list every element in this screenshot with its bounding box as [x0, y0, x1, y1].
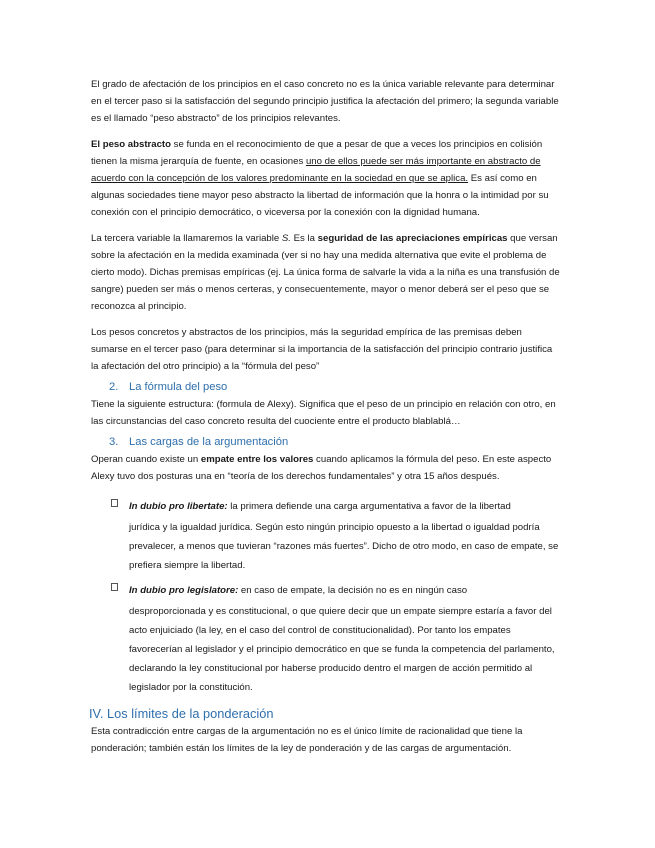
document-page	[91, 76, 561, 757]
list-item: In dubio pro legislatore: en caso de empate, la decisión no es en ningún caso desproporcionada y es constitucional, o que quiere decir que un empate siempre estaría a favor del acto enjuiciado (la ley, en el caso del control de constitucionalidad). Por tanto los empates favorecerían al legislador y el principio democrático en que se funda la competencia del parlamento, declarando la ley constitucional por haberse producido dentro el margen de acción permitido al legislador por la constitución.	[91, 579, 561, 697]
section-heading-formula: 2. La fórmula del peso	[109, 381, 228, 393]
bullet-box-icon	[111, 583, 118, 591]
paragraph-formula-structure: Tiene la siguiente estructura: (formula de Alexy). Significa que el peso de un principio en relación con otro, en las circunstancias del caso concreto resulta del cuociente entre el producto blablablá…	[91, 399, 556, 427]
bullet-list	[91, 495, 561, 697]
paragraph-variable-s: La tercera variable la llamaremos la variable S. Es la seguridad de las apreciaciones empíricas que versan sobre la afectación en la medida examinada (ver si no hay una medida alternativa que evite el problema de cierto modo). Dichas premisas empíricas (ej. La única forma de salvarle la vida a la niña es una transfusión de sangre) pueden ser más o menos certeras, y consecuentemente, mayor o menor deberá ser el peso que se reconozca al principio.	[91, 233, 560, 312]
bullet-box-icon	[111, 499, 118, 507]
section-heading-limites: IV. Los límites de la ponderación	[89, 706, 274, 721]
paragraph-formula-intro: Los pesos concretos y abstractos de los principios, más la seguridad empírica de las premisas deben sumarse en el tercer paso (para determinar si la importancia de la satisfacción del principio contrario justifica la afectación del otro principio) a la “fórmula del peso”	[91, 327, 553, 372]
paragraph-peso-abstracto: El peso abstracto se funda en el reconocimiento de que a pesar de que a veces los principios en colisión tienen la misma jerarquía de fuente, en ocasiones uno de ellos puede ser más importante en abstracto de acuerdo con la concepción de los valores predominante en la sociedad en que se aplica. Es así como en algunas sociedades tiene mayor peso abstracto la libertad de información que la honra o la intimidad por su conexión con el principio democrático, o viceversa por la conexión con la dignidad humana.	[91, 139, 549, 218]
term-seguridad-empirica: seguridad de las apreciaciones empíricas	[317, 233, 508, 244]
paragraph-cargas: Operan cuando existe un empate entre los valores cuando aplicamos la fórmula del peso. En este aspecto Alexy tuvo dos posturas una en “teoría de los derechos fundamentales” y otra 15 años después.	[91, 454, 552, 482]
paragraph-peso-concreto: El grado de afectación de los principios en el caso concreto no es la única variable relevante para determinar en el tercer paso si la satisfacción del segundo principio justifica la afectación del primero; la segunda variable es el llamado “peso abstracto” de los principios relevantes.	[91, 79, 559, 124]
term-empate: empate entre los valores	[200, 454, 314, 465]
paragraph-limites: Esta contradicción entre cargas de la argumentación no es el único límite de racionalidad que tiene la ponderación; también están los límites de la ley de ponderación y de las cargas de argumentación.	[91, 726, 523, 754]
underlined-statement: uno de ellos puede ser más importante en abstracto de acuerdo con la concepción de los valores predominante en la sociedad en que se aplica.	[91, 156, 541, 184]
section-heading-cargas: 3. Las cargas de la argumentación	[109, 436, 289, 448]
term-peso-abstracto: El peso abstracto	[91, 139, 171, 150]
list-item: In dubio pro libertate: la primera defiende una carga argumentativa a favor de la libertad jurídica y la igualdad jurídica. Según esto ningún principio opuesto a la libertad o igualdad podría prevalecer, a menos que tuvieran “razones más fuertes”. Dicho de otro modo, en caso de empate, se prefiera siempre la libertad.	[91, 495, 561, 575]
